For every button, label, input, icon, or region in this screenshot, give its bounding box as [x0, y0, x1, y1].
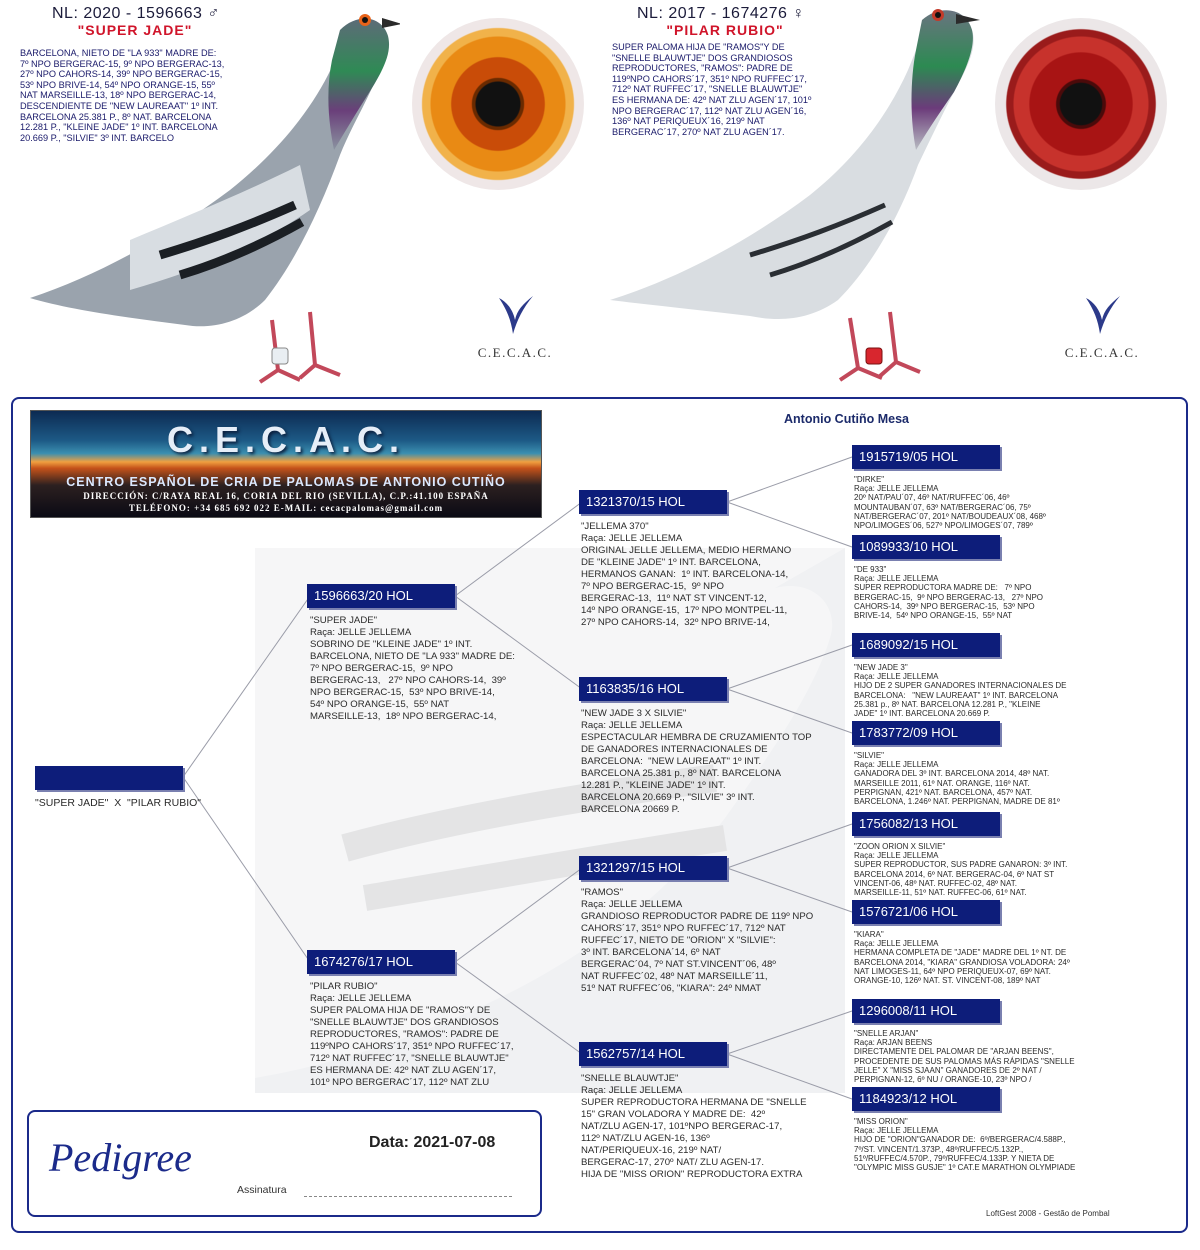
dam-note-line: ES HERMANA DE: 42º NAT ZLU AGEN´17, — [310, 1065, 497, 1076]
gen2-note-line: GRANDIOSO REPRODUCTOR PADRE DE 119º NPO — [581, 911, 814, 922]
owner-name: Antonio Cutiño Mesa — [784, 412, 909, 426]
gen2-note-line: 112º NAT/ZLU AGEN-16, 136º — [581, 1133, 710, 1144]
gen3-note-line: Raça: JELLE JELLEMA — [854, 1126, 939, 1136]
sire-note-line: SOBRINO DE "KLEINE JADE" 1º INT. — [310, 639, 473, 650]
gen3-note-line: PERPIGNAN-12, 6º NU / ORANGE-10, 23º NPO / — [854, 1075, 1032, 1085]
gen3-note-line: 25.381 p., 8º NAT. BARCELONA 12.281 P., "KLEINE — [854, 699, 1041, 709]
gen3-note-line: JELLE" X "MISS SJAAN" GANADORES DE 2º NAT / — [854, 1065, 1042, 1075]
gen2-note-line: 15" GRAN VOLADORA Y MADRE DE: 42º — [581, 1109, 766, 1120]
dam-note-line: "PILAR RUBIO" — [310, 981, 378, 992]
dam-notes — [310, 981, 514, 1089]
banner-contact: TELÉFONO: +34 685 692 022 E-MAIL: cecacpalomas@gmail.com — [128, 503, 444, 513]
gen3-note-line: "DIRKE" — [854, 475, 885, 484]
gen3-note-line: NPO/LIMOGES´06, 527º NPO/LIMOGES´07, 789º — [854, 521, 1033, 531]
sire-notes — [310, 615, 515, 723]
pedigree-word: Pedigree — [49, 1135, 192, 1180]
banner-address: DIRECCIÓN: C/RAYA REAL 16, CORIA DEL RIO (SEVILLA), C.P.:41.100 ESPAÑA — [83, 491, 489, 501]
gen2-note-line: Raça: JELLE JELLEMA — [581, 533, 683, 544]
gen3-ring-box: 1089933/10 HOL — [852, 535, 1000, 559]
gen3-note-line: NAT LIMOGES-11, 64º NPO PERIQUEUX-07, 69º NAT. — [854, 966, 1051, 976]
gen3-note-line: HERMANA COMPLETA DE "JADE" MADRE DEL 1º NT. DE — [854, 948, 1067, 958]
gen3-note-line: Raça: JELLE JELLEMA — [854, 939, 939, 949]
male-description-line: 53º NPO BRIVE-14, 54º NPO ORANGE-15, 55º — [20, 79, 215, 90]
gen3-notes — [854, 565, 1043, 620]
gen2-note-line: BARCELONA 25.381 p., 8º NAT. BARCELONA — [581, 768, 782, 779]
gen3-note-line: BARCELONA 2014, 6º NAT. BERGERAC-04, 6º NAT ST — [854, 869, 1055, 879]
gen2-note-line: 7º NPO BERGERAC-15, 9º NPO — [581, 581, 724, 592]
male-description-line: 20.669 P., "SILVIE" 3º INT. BARCELO — [20, 132, 175, 143]
gen3-note-line: "OLYMPIC MISS GUSJE" 1º CAT.E MARATHON OLYMPIADE — [854, 1163, 1076, 1173]
gen2-note-line: Raça: JELLE JELLEMA — [581, 720, 683, 731]
dam-note-line: 119ºNPO CAHORS´17, 351º NPO RUFFEC´17, — [310, 1041, 514, 1052]
gen2-note-line: BARCELONA 20669 P. — [581, 804, 680, 815]
gen3-ring-box: 1783772/09 HOL — [852, 721, 1000, 745]
female-description-line: 119ºNPO CAHORS´17, 351º NPO RUFFEC´17, — [612, 73, 807, 84]
gen3-notes — [854, 842, 1067, 897]
gen3-note-line: MARSEILLE 2011, 61º NAT. ORANGE, 116º NAT. — [854, 778, 1030, 788]
gen3-ring-box: 1296008/11 HOL — [852, 999, 1000, 1023]
gen2-note-line: 12.281 P., "KLEINE JADE" 1º INT. — [581, 780, 726, 791]
gen3-notes — [854, 1117, 1075, 1172]
signature-label: Assinatura — [237, 1184, 287, 1196]
gen3-note-line: ORANGE-10, 126º NAT. ST. VINCENT-08, 189º NAT — [854, 976, 1041, 986]
gen3-ring-box: 1915719/05 HOL — [852, 445, 1000, 469]
gen3-note-line: HIJO DE "ORION"GANADOR DE: 6º/BERGERAC/4.588P., — [854, 1135, 1066, 1145]
male-title: NL: 2020 - 1596663 ♂ — [52, 5, 220, 22]
sire-note-line: BERGERAC-13, 27º NPO CAHORS-14, 39º — [310, 675, 506, 686]
gen3-ring-box: 1184923/12 HOL — [852, 1087, 1000, 1111]
female-description-line: SUPER PALOMA HIJA DE "RAMOS"Y DE — [612, 42, 785, 52]
gen2-note-line: NAT/PERIQUEUX-16, 219º NAT/ — [581, 1145, 722, 1156]
sire-note-line: BARCELONA, NIETO DE "LA 933" MADRE DE: — [310, 651, 515, 662]
male-description-line: 27º NPO CAHORS-14, 39º NPO BERGERAC-15, — [20, 69, 223, 80]
gen3-note-line: BARCELONA 2014, "KIARA" GRANDIOSA VOLADORA: 24º — [854, 957, 1070, 967]
gen3-note-line: DIRECTAMENTE DEL PALOMAR DE "ARJAN BEENS", — [854, 1047, 1054, 1057]
gen3-note-line: "ZOON ORION X SILVIE" — [854, 842, 946, 851]
gen3-note-line: "MISS ORION" — [854, 1117, 908, 1126]
female-description-line: 712º NAT RUFFEC´17, "SNELLE BLAUWTJE" — [612, 84, 803, 95]
pedigree-signature-box — [27, 1110, 542, 1217]
footer-credit: LoftGest 2008 - Gestão de Pombal — [986, 1209, 1110, 1218]
gen2-note-line: DE GANADORES INTERNACIONALES DE — [581, 744, 768, 755]
gen2-notes — [581, 1073, 807, 1181]
gen2-ring-box: 1562757/14 HOL — [579, 1042, 727, 1066]
gen3-note-line: MARSEILLE-11, 51º NAT. RUFFEC-06, 61º NAT. — [854, 888, 1027, 898]
gen3-note-line: "NEW JADE 3" — [854, 663, 908, 672]
gen3-note-line: HIJO DE 2 SUPER GANADORES INTERNACIONALES DE — [854, 681, 1067, 691]
sire-ring-box: 1596663/20 HOL — [307, 584, 455, 608]
gen2-note-line: HIJA DE "MISS ORION" REPRODUCTORA EXTRA — [581, 1169, 803, 1180]
gen3-notes — [854, 1029, 1075, 1084]
female-description-line: NPO BERGERAC´17, 112º NAT ZLU AGEN´16, — [612, 105, 807, 116]
gen2-note-line: "SNELLE BLAUWTJE" — [581, 1073, 679, 1084]
gen3-note-line: "SNELLE ARJAN" — [854, 1029, 919, 1038]
gen2-ring-box: 1163835/16 HOL — [579, 677, 727, 701]
gen3-note-line: GANADORA DEL 3º INT. BARCELONA 2014, 48º NAT. — [854, 769, 1050, 779]
dam-note-line: 712º NAT RUFFEC´17, "SNELLE BLAUWTJE" — [310, 1053, 509, 1064]
sire-note-line: MARSEILLE-13, 18º NPO BERGERAC-14, — [310, 711, 497, 722]
gen3-note-line: PROCEDENTE DE SUS PALOMAS MÁS RÁPIDAS "SNELLE — [854, 1056, 1075, 1066]
gen2-note-line: ORIGINAL JELLE JELLEMA, MEDIO HERMANO — [581, 545, 792, 556]
sire-note-line: 54º NPO ORANGE-15, 55º NAT — [310, 699, 450, 710]
subject-ring-box — [35, 766, 183, 790]
female-description-line: 136º NAT PERIQUEUX´16, 219º NAT — [612, 116, 765, 127]
gen3-note-line: Raça: ARJAN BEENS — [854, 1038, 933, 1048]
gen2-notes — [581, 708, 812, 816]
banner-subtitle: CENTRO ESPAÑOL DE CRIA DE PALOMAS DE ANTONIO CUTIÑO — [66, 475, 506, 489]
gen2-note-line: Raça: JELLE JELLEMA — [581, 899, 683, 910]
gen2-note-line: BERGERAC-13, 11º NAT ST VINCENT-12, — [581, 593, 767, 604]
gen2-ring-box: 1321297/15 HOL — [579, 856, 727, 880]
female-description-line: BERGERAC´17, 270º NAT ZLU AGEN´17. — [612, 126, 785, 137]
gen2-note-line: RUFFEC´17, NIETO DE "ORION" X "SILVIE": — [581, 935, 776, 946]
gen3-note-line: JADE" 1º INT. BARCELONA 20.669 P. — [854, 709, 990, 719]
gen3-note-line: 7º/ST. VINCENT/1.373P., 48º/RUFFEC/5.132P., — [854, 1144, 1024, 1154]
male-description-line: 12.281 P., "KLEINE JADE" 1º INT. BARCELONA — [20, 122, 218, 133]
gen2-note-line: BARCELONA 20.669 P., "SILVIE" 3º INT. — [581, 792, 755, 803]
dam-note-line: 101º NPO BERGERAC´17, 112º NAT ZLU — [310, 1077, 490, 1088]
gen3-note-line: BRIVE-14, 54º NPO ORANGE-15, 55º NAT — [854, 611, 1013, 621]
gen3-note-line: "SILVIE" — [854, 751, 884, 760]
gen3-notes — [854, 930, 1070, 985]
gen3-note-line: CAHORS-14, 39º NPO BERGERAC-15, 53º NPO — [854, 601, 1035, 611]
gen2-note-line: BARCELONA: "NEW LAUREAAT" 1º INT. — [581, 756, 762, 767]
gen3-notes — [854, 475, 1046, 530]
dam-ring-box: 1674276/17 HOL — [307, 950, 455, 974]
female-description-line: ES HERMANA DE: 42º NAT ZLU AGEN´17, 101º — [612, 94, 812, 105]
sire-note-line: "SUPER JADE" — [310, 615, 378, 626]
gen3-note-line: Raça: JELLE JELLEMA — [854, 574, 939, 584]
gen2-ring-box: 1321370/15 HOL — [579, 490, 727, 514]
gen2-note-line: 27º NPO CAHORS-14, 32º NPO BRIVE-14, — [581, 617, 770, 628]
gen3-ring-box: 1756082/13 HOL — [852, 812, 1000, 836]
gen2-note-line: "RAMOS" — [581, 887, 623, 898]
sire-note-line: Raça: JELLE JELLEMA — [310, 627, 412, 638]
gen3-note-line: Raça: JELLE JELLEMA — [854, 851, 939, 861]
gen2-note-line: 51º NAT RUFFEC´06, "KIARA": 24º NMAT — [581, 983, 762, 994]
gen3-notes — [854, 751, 1060, 806]
gen3-note-line: MOUNTAUBAN´07, 63º NAT/BERGERAC´06, 75º — [854, 502, 1031, 512]
dam-note-line: "SNELLE BLAUWTJE" DOS GRANDIOSOS — [310, 1017, 499, 1028]
gen2-note-line: "NEW JADE 3 X SILVIE" — [581, 708, 687, 719]
gen3-note-line: BERGERAC-15, 9º NPO BERGERAC-13, 27º NPO — [854, 592, 1044, 602]
gen3-note-line: BARCELONA, 1.246º NAT. PERPIGNAN, MADRE DE 81º — [854, 797, 1060, 807]
male-name: "SUPER JADE" — [77, 22, 193, 38]
gen3-note-line: NAT/BERGERAC´07, 201º NAT/BOUDEAUX´08, 468º — [854, 511, 1046, 521]
sire-note-line: NPO BERGERAC-15, 53º NPO BRIVE-14, — [310, 687, 495, 698]
gen3-note-line: 51º/RUFFEC/4.570P., 79º/RUFFEC/4.133P. Y NIETA DE — [854, 1153, 1055, 1163]
gen2-note-line: 14º NPO ORANGE-15, 17º NPO MONTPEL-11, — [581, 605, 788, 616]
gen3-note-line: SUPER REPRODUCTORA MADRE DE: 7º NPO — [854, 583, 1032, 593]
banner-title: C.E.C.A.C. — [166, 419, 405, 460]
gen2-note-line: SUPER REPRODUCTORA HERMANA DE "SNELLE — [581, 1097, 807, 1108]
dam-note-line: SUPER PALOMA HIJA DE "RAMOS"Y DE — [310, 1005, 491, 1016]
dam-note-line: REPRODUCTORES, "RAMOS": PADRE DE — [310, 1029, 499, 1040]
male-description-line: BARCELONA, NIETO DE "LA 933" MADRE DE: — [20, 48, 217, 58]
pedigree-date: Data: 2021-07-08 — [369, 1134, 496, 1151]
gen3-note-line: "DE 933" — [854, 565, 887, 574]
gen2-notes — [581, 521, 791, 629]
male-description-line: NAT MARSEILLE-13, 18º NPO BERGERAC-14, — [20, 90, 217, 101]
male-description-line: 7º NPO BERGERAC-15, 9º NPO BERGERAC-13, — [20, 58, 225, 69]
gen2-note-line: BERGERAC-17, 270º NAT/ ZLU AGEN-17. — [581, 1157, 765, 1168]
dam-note-line: Raça: JELLE JELLEMA — [310, 993, 412, 1004]
gen3-note-line: Raça: JELLE JELLEMA — [854, 672, 939, 682]
gen3-note-line: VINCENT-06, 48º NAT. RUFFEC-02, 48º NAT. — [854, 878, 1017, 888]
gen3-note-line: Raça: JELLE JELLEMA — [854, 484, 939, 494]
female-cecac-text: C.E.C.A.C. — [1064, 345, 1140, 360]
gen3-note-line: SUPER REPRODUCTOR, SUS PADRE GANARON: 3º INT. — [854, 860, 1068, 870]
gen3-ring-box: 1689092/15 HOL — [852, 633, 1000, 657]
gen2-note-line: CAHORS´17, 351º NPO RUFFEC´17, 712º NAT — [581, 923, 786, 934]
female-description-line: REPRODUCTORES, "RAMOS": PADRE DE — [612, 63, 793, 74]
gen3-note-line: BARCELONA: "NEW LAUREAAT" 1º INT. BARCELONA — [854, 690, 1059, 700]
female-title: NL: 2017 - 1674276 ♀ — [637, 5, 805, 22]
gen2-note-line: BERGERAC´04, 7º NAT ST.VINCENT´06, 48º — [581, 959, 776, 970]
female-name: "PILAR RUBIO" — [666, 22, 784, 38]
gen2-note-line: ESPECTACULAR HEMBRA DE CRUZAMIENTO TOP — [581, 732, 812, 743]
gen3-note-line: "KIARA" — [854, 930, 884, 939]
gen2-notes — [581, 887, 813, 995]
gen3-notes — [854, 663, 1067, 718]
male-description-line: DESCENDIENTE DE "NEW LAUREAAT" 1º INT. — [20, 100, 219, 111]
gen3-note-line: PERPIGNAN, 421º NAT. BARCELONA, 457º NAT. — [854, 787, 1033, 797]
subject-caption: "SUPER JADE" X "PILAR RUBIO" — [35, 797, 202, 809]
gen2-note-line: Raça: JELLE JELLEMA — [581, 1085, 683, 1096]
gen3-note-line: 20º NAT/PAU´07, 46º NAT/RUFFEC´06, 46º — [854, 493, 1010, 503]
sire-note-line: 7º NPO BERGERAC-15, 9º NPO — [310, 663, 453, 674]
gen2-note-line: NAT RUFFEC´02, 48º NAT MARSEILLE´11, — [581, 971, 768, 982]
male-description-line: BARCELONA 25.381 P., 8º NAT. BARCELONA — [20, 111, 212, 122]
gen2-note-line: "JELLEMA 370" — [581, 521, 649, 532]
gen2-note-line: DE "KLEINE JADE" 1º INT. BARCELONA, — [581, 557, 761, 568]
gen3-ring-box: 1576721/06 HOL — [852, 900, 1000, 924]
male-cecac-text: C.E.C.A.C. — [477, 345, 553, 360]
gen2-note-line: 3º INT. BARCELONA´14, 6º NAT — [581, 947, 721, 958]
gen2-note-line: HERMANOS GANAN: 1º INT. BARCELONA-14, — [581, 569, 789, 580]
gen3-note-line: Raça: JELLE JELLEMA — [854, 760, 939, 770]
signature-line — [304, 1196, 512, 1197]
gen2-note-line: NAT/ZLU AGEN-17, 101ºNPO BERGERAC-17, — [581, 1121, 783, 1132]
female-description-line: "SNELLE BLAUWTJE" DOS GRANDIOSOS — [612, 52, 793, 63]
